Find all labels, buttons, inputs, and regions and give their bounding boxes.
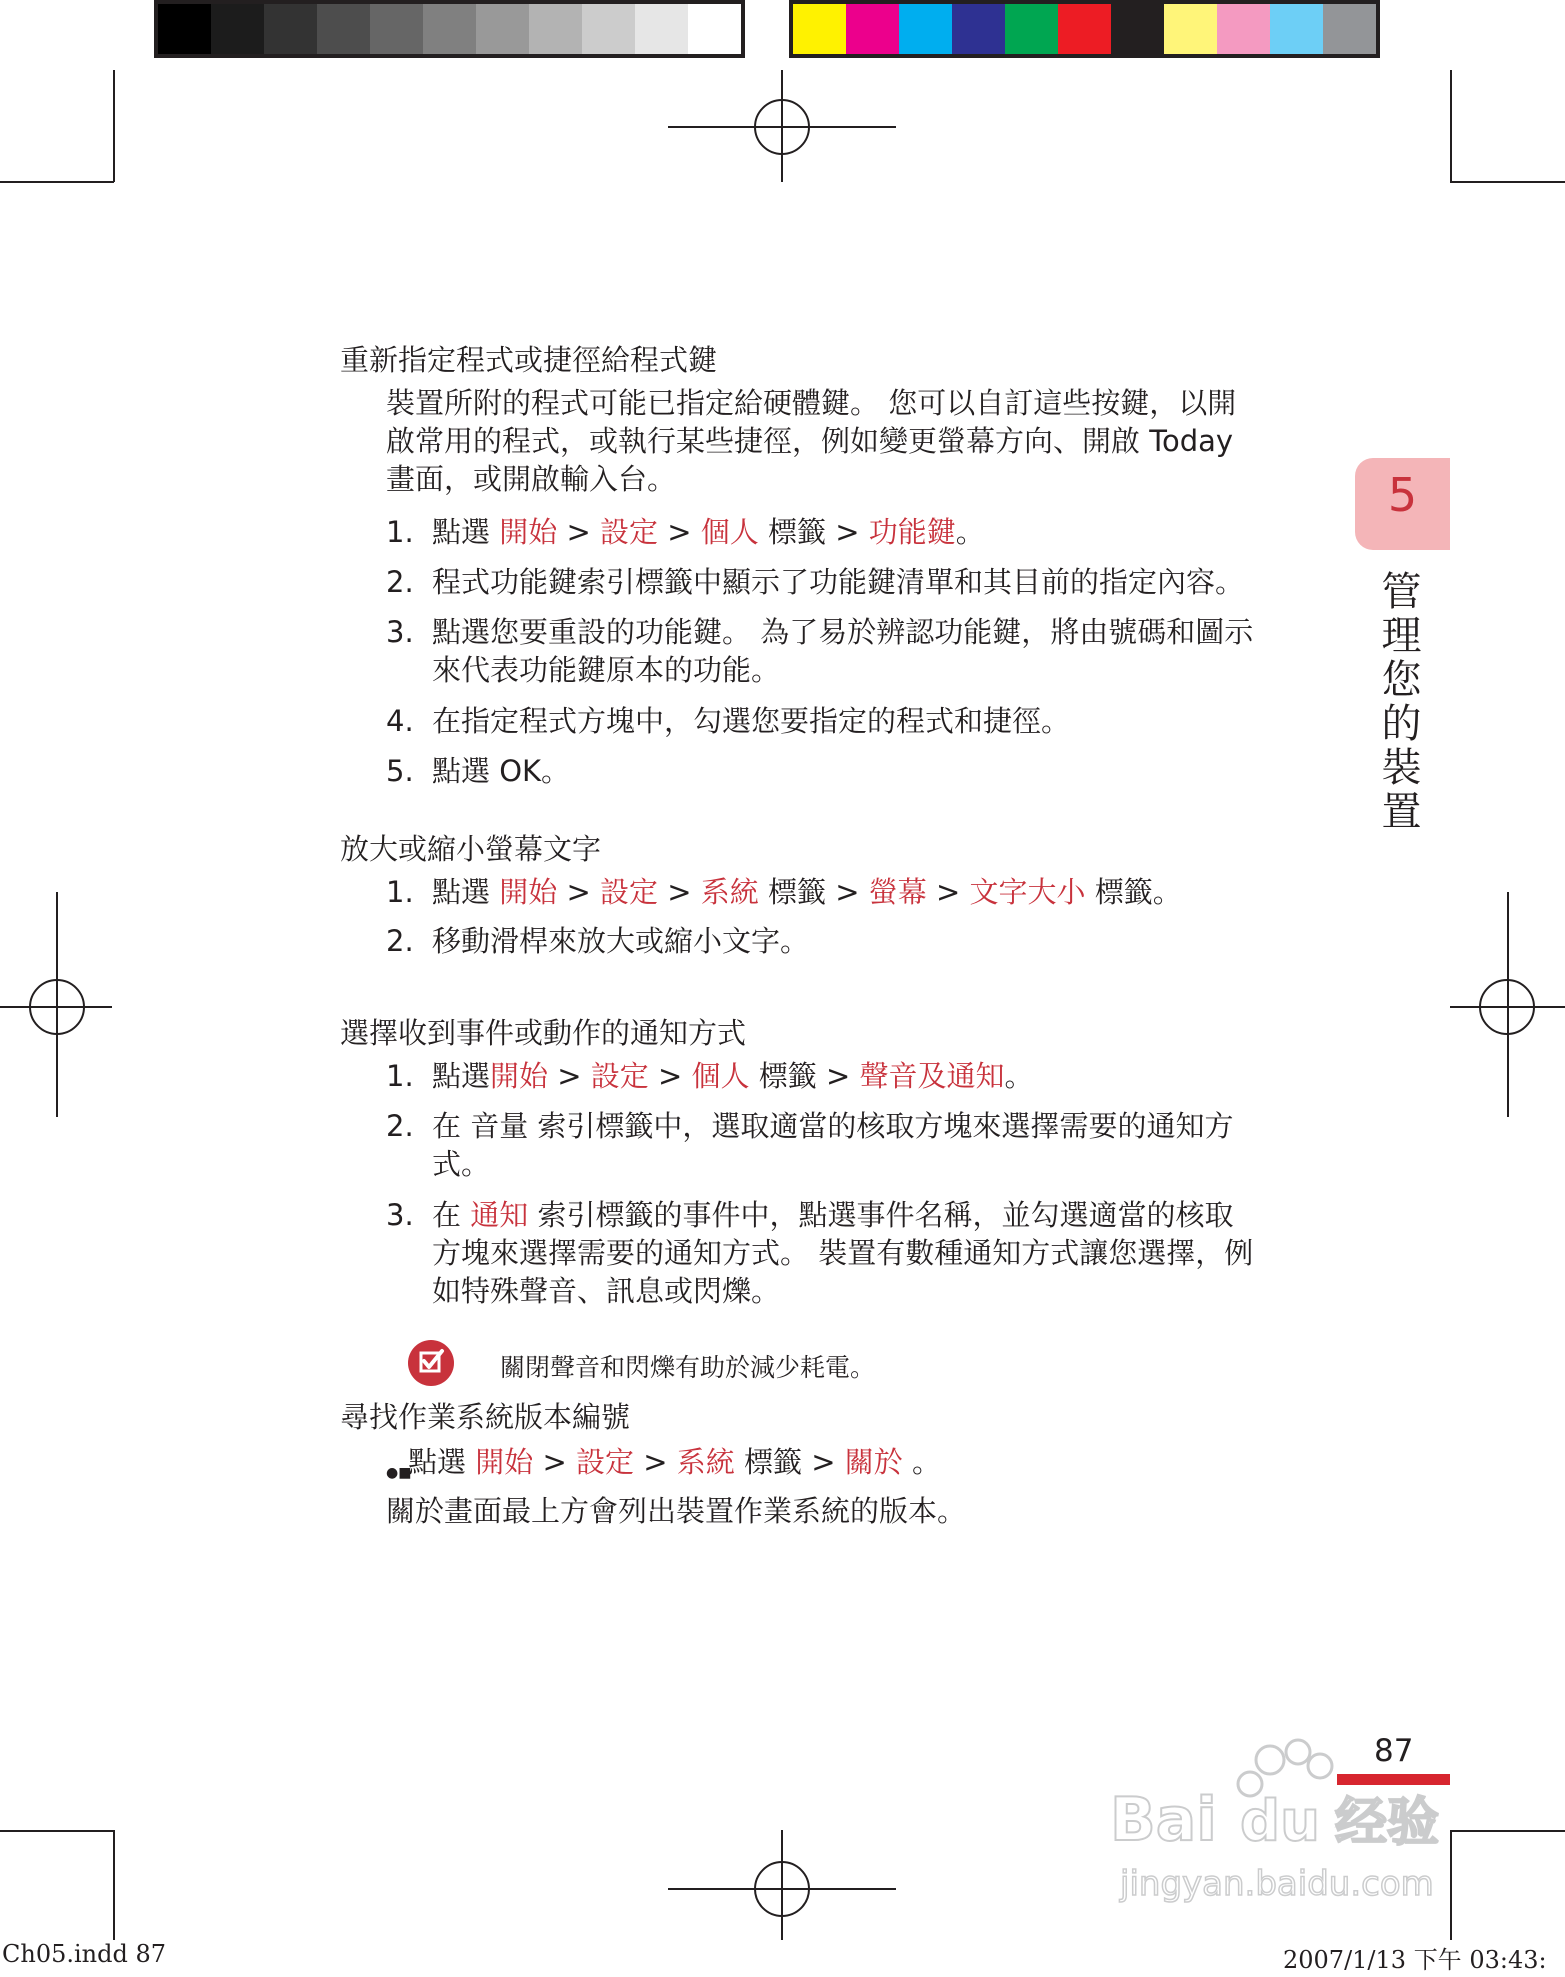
step-text	[432, 702, 1337, 740]
color-swatch	[952, 4, 1005, 54]
menu-path-term: 開始	[475, 1445, 534, 1479]
inline-text: >	[557, 875, 600, 909]
color-swatch	[264, 4, 317, 54]
text-line	[432, 1196, 1337, 1234]
registration-mark-circle	[754, 99, 810, 155]
step-text	[432, 513, 1337, 551]
text-line: 如特殊聲音、訊息或閃爍。	[432, 1274, 781, 1308]
color-swatch	[476, 4, 529, 54]
menu-path-term: 關於	[844, 1445, 903, 1479]
watermark-text: du	[1240, 1789, 1320, 1854]
color-swatch	[158, 4, 211, 54]
inline-text: >	[658, 515, 701, 549]
color-swatch	[793, 4, 846, 54]
step-number: 2.	[386, 1109, 414, 1143]
crop-mark	[1450, 181, 1565, 183]
menu-path-term: 系統	[676, 1445, 735, 1479]
menu-path-term: 螢幕	[868, 875, 927, 909]
color-registration-bar	[789, 0, 1380, 58]
inline-text: 標籤。	[1085, 875, 1182, 909]
step-text	[432, 613, 1337, 689]
menu-path-term: 聲音及通知	[859, 1059, 1005, 1093]
color-swatch	[423, 4, 476, 54]
inline-text: >	[557, 515, 600, 549]
crop-mark	[0, 181, 114, 183]
inline-text: 標籤 >	[749, 1059, 860, 1093]
step-text	[432, 1107, 1337, 1183]
inline-text: 。	[902, 1445, 941, 1479]
step-number: 4.	[386, 704, 414, 738]
crop-mark	[113, 1830, 115, 1940]
step-number: 1.	[386, 1059, 414, 1093]
menu-path-term: 設定	[599, 875, 658, 909]
text-line: 移動滑桿來放大或縮小文字。	[432, 924, 810, 958]
text-line: 點選您要重設的功能鍵。 為了易於辨認功能鍵，將由號碼和圖示	[432, 615, 1254, 649]
color-swatch	[688, 4, 741, 54]
section-heading: 重新指定程式或捷徑給程式鍵	[340, 343, 718, 377]
chapter-number: 5	[1387, 468, 1418, 522]
gray-registration-bar	[154, 0, 745, 58]
step-number: 1.	[386, 875, 414, 909]
inline-text: >	[533, 1445, 576, 1479]
inline-text: >	[648, 1059, 692, 1093]
text-line: 來代表功能鍵原本的功能。	[432, 653, 781, 687]
intro-paragraph	[386, 384, 1336, 498]
inline-text: 點選	[432, 1059, 491, 1093]
text-line: 方塊來選擇需要的通知方式。 裝置有數種通知方式讓您選擇，例	[432, 1236, 1254, 1270]
menu-path-term: 開始	[499, 515, 558, 549]
chapter-title: 管理您的裝置	[1375, 570, 1421, 834]
text-line: 裝置所附的程式可能已指定給硬體鍵。 您可以自訂這些按鍵，以開	[386, 386, 1237, 420]
text-line: 畫面，或開啟輸入台。	[386, 462, 677, 496]
inline-text: >	[926, 875, 970, 909]
baidu-watermark-logo	[1110, 1730, 1470, 1910]
menu-path-term: 系統	[700, 875, 759, 909]
color-swatch	[211, 4, 264, 54]
color-swatch	[899, 4, 952, 54]
crop-mark	[113, 70, 115, 182]
menu-path-term: 設定	[575, 1445, 634, 1479]
text-line: 在 音量 索引標籤中，選取適當的核取方塊來選擇需要的通知方	[432, 1109, 1234, 1143]
crop-mark	[1450, 70, 1452, 182]
text-line: 在指定程式方塊中，勾選您要指定的程式和捷徑。	[432, 704, 1071, 738]
text-line: 點選 OK。	[432, 754, 571, 788]
menu-path-term: 通知	[470, 1198, 529, 1232]
color-swatch	[635, 4, 688, 54]
step-number: 2.	[386, 565, 414, 599]
inline-text: 標籤 >	[734, 1445, 845, 1479]
section-heading: 放大或縮小螢幕文字	[340, 832, 602, 866]
menu-path-term: 功能鍵	[868, 515, 956, 549]
section-heading: 尋找作業系統版本編號	[340, 1400, 631, 1434]
inline-text: 在	[432, 1198, 471, 1232]
step-text	[432, 752, 1337, 790]
step-number: 3.	[386, 1198, 414, 1232]
text-line: 啟常用的程式，或執行某些捷徑，例如變更螢幕方向、開啟 Today	[386, 424, 1234, 458]
menu-path-term: 設定	[590, 1059, 649, 1093]
color-swatch	[1111, 4, 1164, 54]
menu-path-term: 開始	[490, 1059, 549, 1093]
step-number: 1.	[386, 515, 414, 549]
inline-text: >	[634, 1445, 677, 1479]
color-swatch	[529, 4, 582, 54]
bullet-text	[408, 1443, 1313, 1481]
menu-path-term: 文字大小	[969, 875, 1086, 909]
step-text	[432, 1196, 1337, 1310]
inline-text: 點選	[432, 875, 500, 909]
slug-left: Ch05.indd 87	[2, 1940, 167, 1968]
crop-mark	[0, 1830, 114, 1832]
registration-mark-circle	[1479, 979, 1535, 1035]
watermark-text: Bai	[1110, 1785, 1217, 1855]
inline-text: 點選	[432, 515, 500, 549]
after-text: 關於畫面最上方會列出裝置作業系統的版本。	[386, 1494, 967, 1528]
step-number: 2.	[386, 924, 414, 958]
color-swatch	[1217, 4, 1270, 54]
inline-text: 。	[955, 515, 985, 549]
step-text	[432, 922, 1337, 960]
text-line: 程式功能鍵索引標籤中顯示了功能鍵清單和其目前的指定內容。	[432, 565, 1245, 599]
page-number: 87	[1374, 1733, 1414, 1769]
inline-text: 索引標籤的事件中，點選事件名稱，並勾選適當的核取	[528, 1198, 1234, 1232]
note-text: 關閉聲音和閃爍有助於減少耗電。	[500, 1353, 876, 1382]
color-swatch	[1058, 4, 1111, 54]
watermark-text: 经验	[1335, 1793, 1440, 1853]
color-swatch	[1323, 4, 1376, 54]
text-line: 式。	[432, 1147, 491, 1181]
inline-text: 點選	[408, 1445, 476, 1479]
watermark-url: jingyan.baidu.com	[1120, 1864, 1434, 1904]
step-text	[432, 873, 1337, 911]
slug-right: 2007/1/13 下午 03:43:	[1283, 1946, 1547, 1974]
inline-text: 。	[1004, 1059, 1034, 1093]
menu-path-term: 個人	[700, 515, 759, 549]
registration-mark-circle	[754, 1861, 810, 1917]
checkbox-note-icon	[408, 1340, 454, 1386]
registration-mark-circle	[29, 979, 85, 1035]
step-number: 3.	[386, 615, 414, 649]
color-swatch	[846, 4, 899, 54]
color-swatch	[1005, 4, 1058, 54]
color-swatch	[370, 4, 423, 54]
step-number: 5.	[386, 754, 414, 788]
menu-path-term: 開始	[499, 875, 558, 909]
color-swatch	[317, 4, 370, 54]
bullet-icon: ●■	[386, 1465, 412, 1481]
menu-path-term: 個人	[691, 1059, 750, 1093]
color-swatch	[1164, 4, 1217, 54]
inline-text: 標籤 >	[758, 515, 869, 549]
inline-text: >	[658, 875, 701, 909]
inline-text: >	[548, 1059, 591, 1093]
step-text	[432, 563, 1337, 601]
step-text	[432, 1057, 1337, 1095]
color-swatch	[1270, 4, 1323, 54]
menu-path-term: 設定	[599, 515, 658, 549]
section-heading: 選擇收到事件或動作的通知方式	[340, 1016, 747, 1050]
inline-text: 標籤 >	[758, 875, 869, 909]
color-swatch	[582, 4, 635, 54]
